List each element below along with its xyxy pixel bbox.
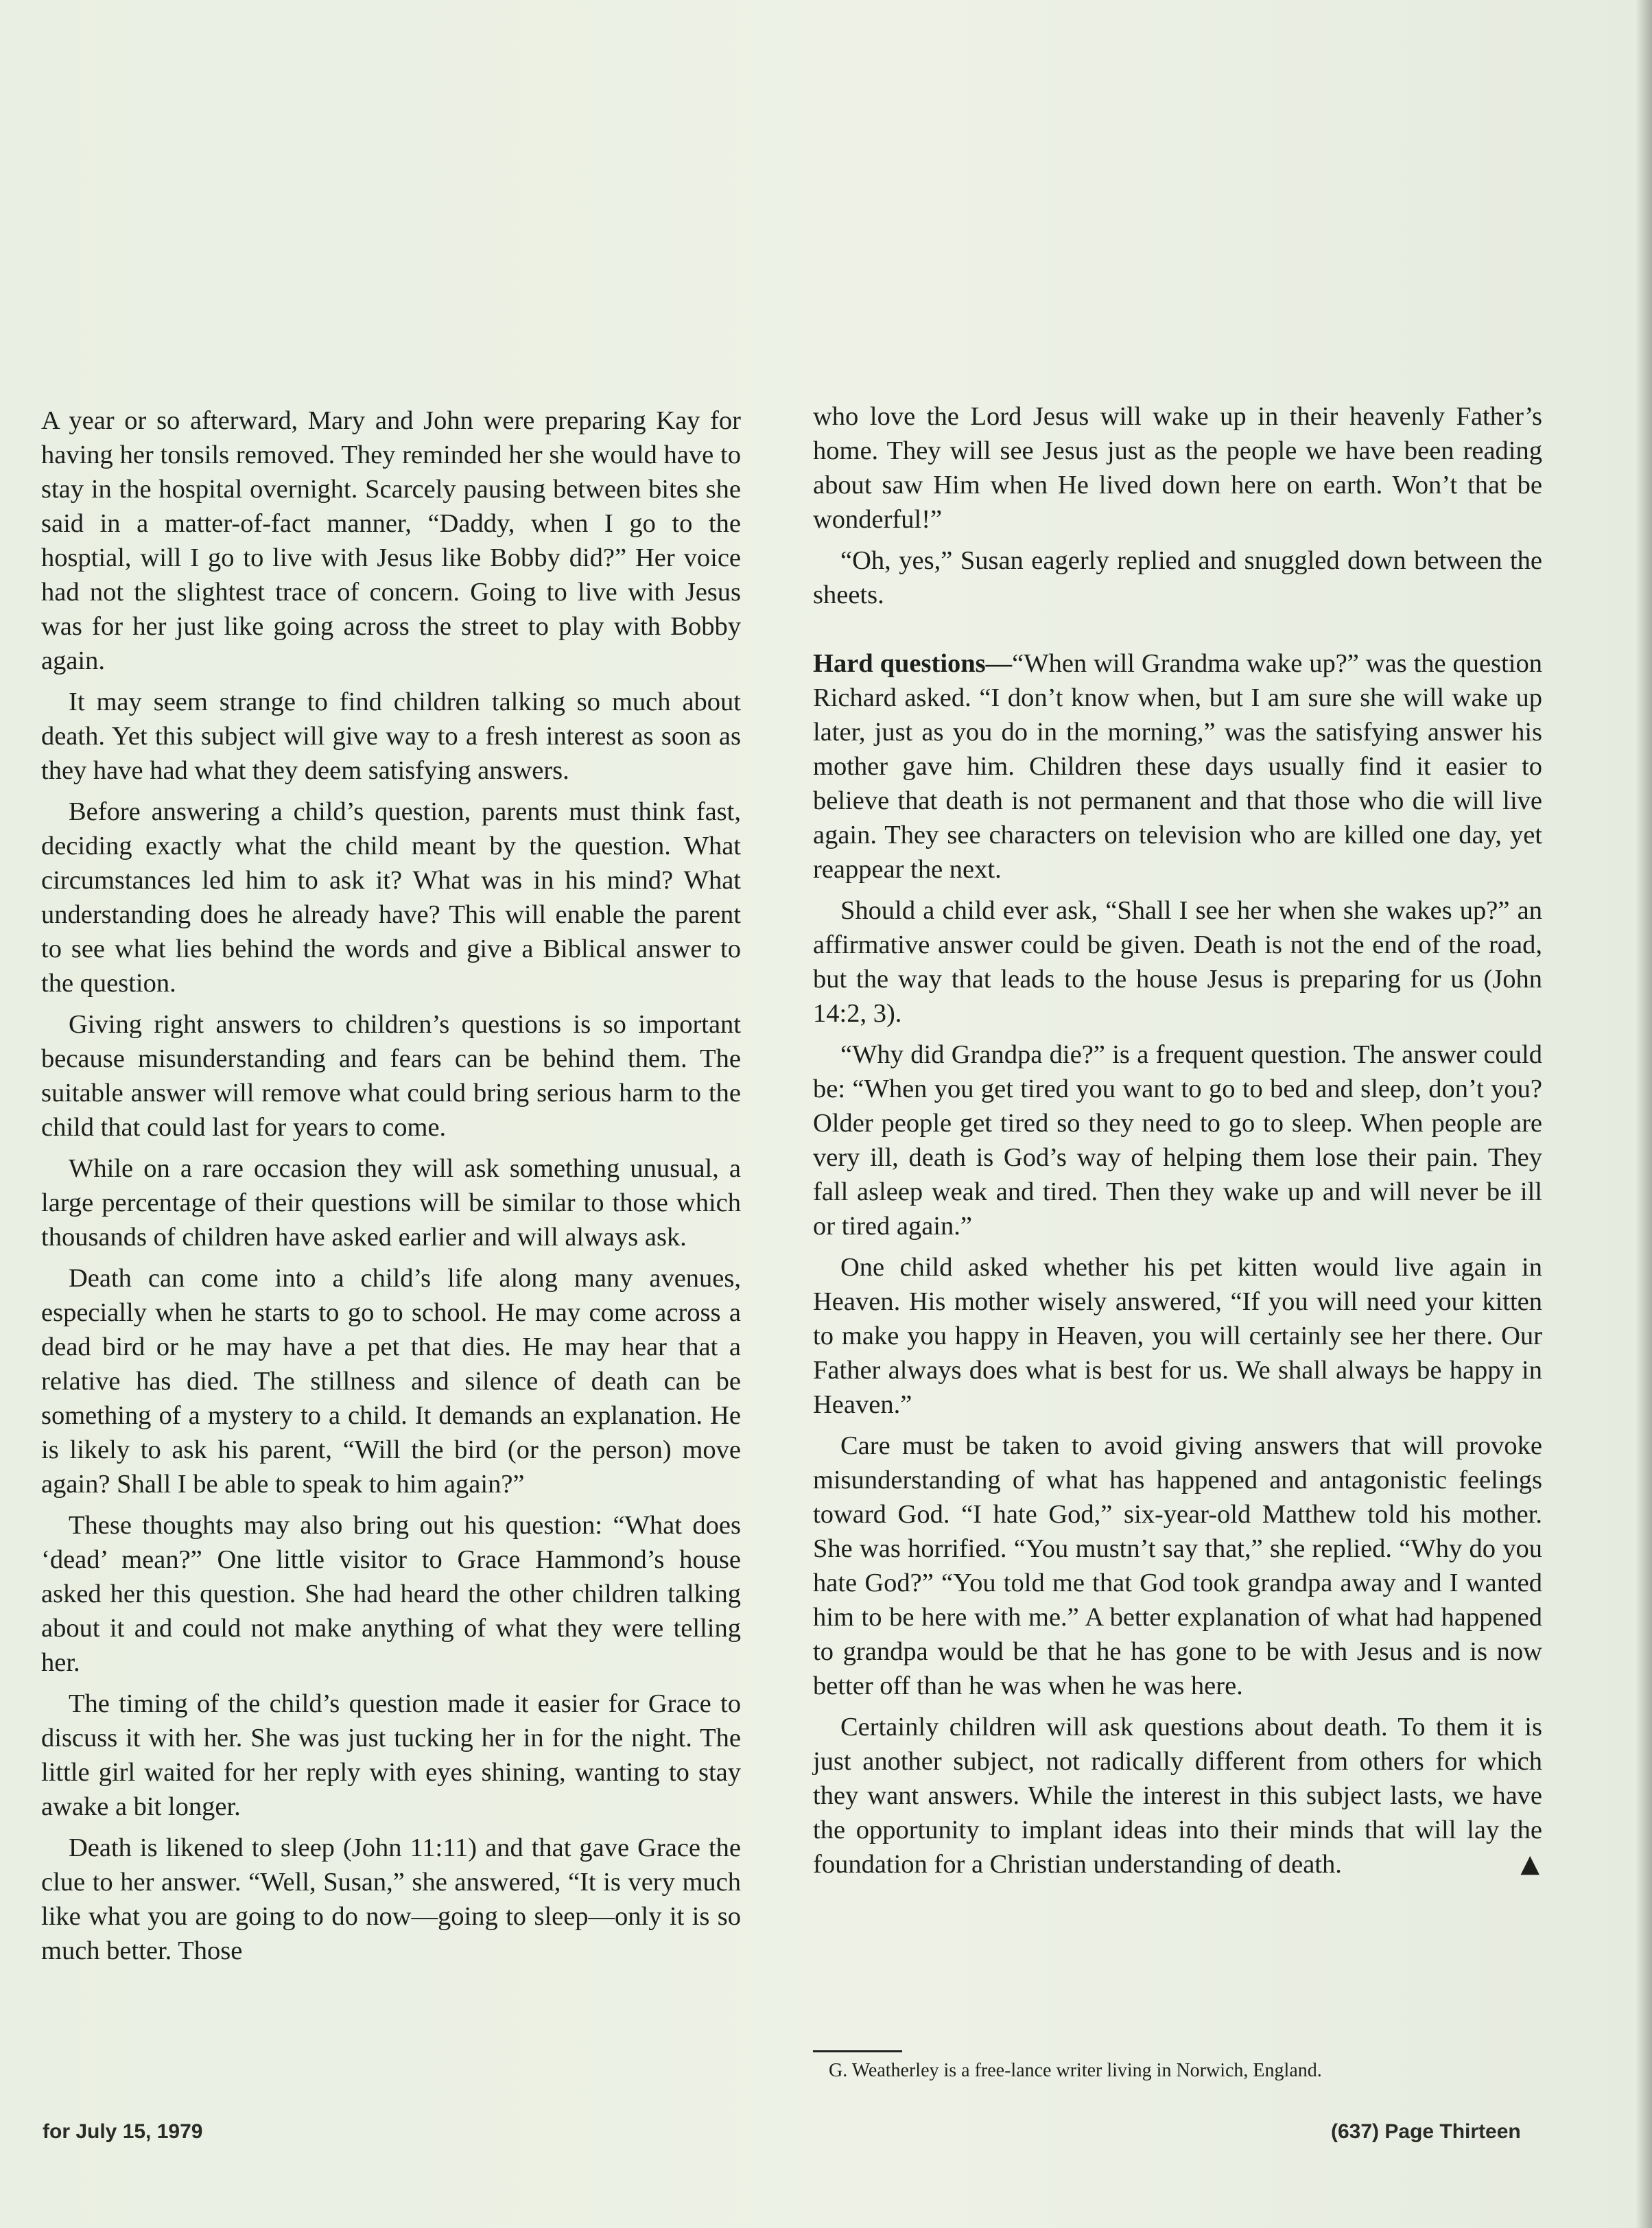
- paragraph: Giving right answers to children’s questions is so important because misunderstanding and fears can be behind them. The suitable answer will remove what could bring serious harm to the child that could last for years to come.: [41, 1010, 741, 1142]
- section-paragraph: [813, 646, 1542, 887]
- paragraph: These thoughts may also bring out his question: “What does ‘dead’ mean?” One little visitor to Grace Hammond’s house asked her this question. She had heard the other children talking about it and could not make anything of what they were telling her.: [41, 1511, 741, 1677]
- end-mark-icon: ▲: [1520, 1850, 1539, 1878]
- section-text: “When will Grandma wake up?” was the question Richard asked. “I don’t know when, but I am sure she will wake up later, just as you do in the morning,” was the satisfying answer his mother gave him. Children these days usually find it easier to believe that death is not permanent and that those who die will live again. They see characters on television who are killed one day, yet reappear the next.: [813, 649, 1542, 884]
- paragraph: Death can come into a child’s life along many avenues, especially when he starts to go to school. He may come across a dead bird or he may have a pet that dies. He may hear that a relative has died. The stillness and silence of death can be something of a mystery to a child. It demands an explanation. He is likely to ask his parent, “Will the bird (or the person) move again? Shall I be able to speak to him again?”: [41, 1264, 741, 1499]
- page-edge-shadow: [1636, 0, 1652, 2228]
- paragraph: who love the Lord Jesus will wake up in their heavenly Father’s home. They will see Jesus just as the people we have been reading about saw Him when He lived down here on earth. Won’t that be wonderful!”: [813, 402, 1542, 534]
- bleed-through-title: [27, 117, 1605, 343]
- final-paragraph: [813, 1710, 1542, 1881]
- folio-page-number: (637) Page Thirteen: [1331, 2120, 1521, 2143]
- left-column: [41, 403, 741, 1975]
- paragraph: Care must be taken to avoid giving answers that will provoke misunderstanding of what has happened and antagonistic feelings toward God. “I hate God,” six-year-old Matthew told his mother. She was horrified. “You mustn’t say that,” she replied. “Why do you hate God?” “You told me that God took grandpa away and I wanted him to be here with me.” A better explanation of what had happened to grandpa would be that he has gone to be with Jesus and is now better off than he was when he was here.: [813, 1431, 1542, 1700]
- paragraph: The timing of the child’s question made it easier for Grace to discuss it with her. She was just tucking her in for the night. The little girl waited for her reply with eyes shining, wanting to stay awake a bit longer.: [41, 1689, 741, 1821]
- paragraph: Death is likened to sleep (John 11:11) and that gave Grace the clue to her answer. “Well, Susan,” she answered, “It is very much like what you are going to do now—going to sleep—only it is so much better. Those: [41, 1833, 741, 1965]
- paragraph: While on a rare occasion they will ask something unusual, a large percentage of their questions will be similar to those which thousands of children have asked earlier and will always ask.: [41, 1154, 741, 1252]
- folio-date: for July 15, 1979: [43, 2120, 203, 2143]
- paragraph: A year or so afterward, Mary and John were preparing Kay for having her tonsils removed. They reminded her she would have to stay in the hospital overnight. Scarcely pausing between bites she said in a matter-of-fact manner, “Daddy, when I go to the hosptial, will I go to live with Jesus like Bobby did?” Her voice had not the slightest trace of concern. Going to live with Jesus was for her just like going across the street to play with Bobby again.: [41, 406, 741, 675]
- paragraph: Should a child ever ask, “Shall I see her when she wakes up?” an affirmative answer could be given. Death is not the end of the road, but the way that leads to the house Jesus is preparing for us (John 14:2, 3).: [813, 896, 1542, 1028]
- paragraph: It may seem strange to find children talking so much about death. Yet this subject will give way to a fresh interest as soon as they have had what they deem satisfying answers.: [41, 688, 741, 785]
- footnote-rule: [813, 2050, 902, 2052]
- footnote: G. Weatherley is a free-lance writer living in Norwich, England.: [829, 2060, 1322, 2081]
- paragraph: “Oh, yes,” Susan eagerly replied and snuggled down between the sheets.: [813, 546, 1542, 609]
- final-paragraph-text: Certainly children will ask questions about death. To them it is just another subject, not radically different from others for which they want answers. While the interest in this subject lasts, we have the opportunity to implant ideas into their minds that will lay the foundation for a Christian understanding of death.: [813, 1713, 1542, 1879]
- paragraph: One child asked whether his pet kitten would live again in Heaven. His mother wisely answered, “If you will need your kitten to make you happy in Heaven, you will certainly see her there. Our Father always does what is best for us. We shall always be happy in Heaven.”: [813, 1253, 1542, 1419]
- paragraph: “Why did Grandpa die?” is a frequent question. The answer could be: “When you get tired you want to go to bed and sleep, don’t you? Older people get tired so they need to go to sleep. When people are very ill, death is God’s way of helping them lose their pain. They fall asleep weak and tired. Then they wake up and will never be ill or tired again.”: [813, 1040, 1542, 1241]
- paragraph: Before answering a child’s question, parents must think fast, deciding exactly what the child meant by the question. What circumstances led him to ask it? What was in his mind? What understanding does he already have? This will enable the parent to see what lies behind the words and give a Biblical answer to the question.: [41, 797, 741, 998]
- right-column: [813, 399, 1542, 1888]
- section-heading: Hard questions—: [813, 649, 1013, 678]
